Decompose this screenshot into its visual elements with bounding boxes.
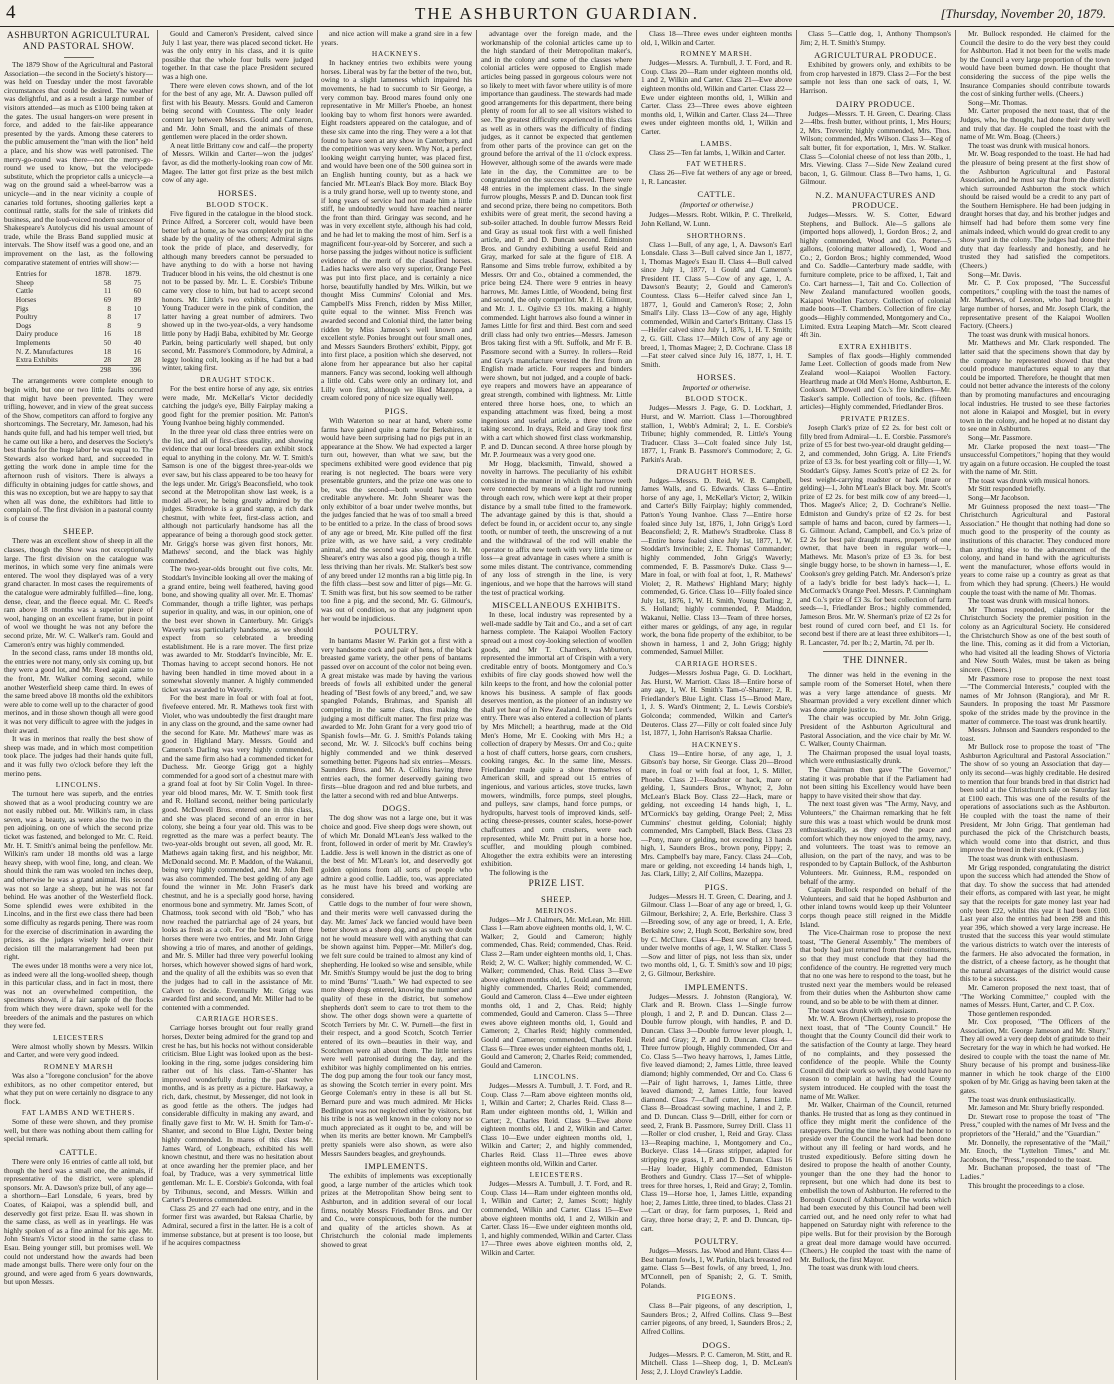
column-rule: [317, 30, 318, 1380]
paragraph: Some of these were shown, and they promise well, but there was nothing about them calling for special remark.: [4, 1117, 153, 1144]
paragraph: Judges—Messrs J. Page, G. D. Lockhart, J. Hurst, and W. Marriott. Class 1—Thoroughbred stallion, 1, Webb's Admiral; 2, L. E. Corsbie's Tribune; highly commended, R. Little's Young Traducer. Class 3—Colt foaled since July 1st, 1877, 1, Frank B. Passmore's Commodore; 2, G. Parkin's Arab.: [641, 403, 792, 464]
paragraph: Judges—Messrs. Jas. Wood and Hunt. Class 4—Best bantam fowls, 1, W. Parkin, black breasted red game. Class 5—Best fowls, of any breed, 1, Jno. M'Connell, pen of Spanish; 2, G. T. Smith, Polands.: [641, 1246, 792, 1290]
paragraph: Class 1—Bull, of any age, 1, A. Dawson's Earl Lonsdale. Class 3—Bull calved since Jan 1, 1877, 1, Thomas Magee's Esau II. Class 4—Bull calved since July 1, 1877, 1 Gould and Cameron's President IT. Class 5—Cow of any age, 1, A. Dawson's Beauty; 2, Gould and Cameron's Countess. Class 6—Heifer calved since Jan 1, 1877, 1, Gould and Cameron's Rose; 2, John Small's Lily. Class 13—Cow of any age, Highly commended, Wilkin and Carter's Brittany. Class 15—Heifer calved since July 1, 1876, 1, H. T. Smith; 2, G. Gill. Class 17—Milch Cow of any age or breed, 1, Thomas Magee; 2, D. Cochrane. Class 18—Fat steer calved since July 16, 1877, 1, H. T. Smith.: [641, 239, 792, 369]
column-rule: [636, 30, 637, 1380]
paragraph: Judges—Messrs. Robt. Wilkin, P. C. Threlkeld, John Kelland, W. Lunn.: [641, 210, 792, 228]
table-cell: 40: [133, 338, 142, 347]
paragraph: The 1879 Show of the Agricultural and Pastoral Association—the second in the Society's history—was held on Tuesday under the most favorable circumstances that could be desired. The weather was delightful, and as a result a large number of visitors attended—as much as £100 being taken at the gates. The usual hangers-on were present in force, and added to the fair-like appearance presented by the yards. Among these caterers to the public amusement the "man with the lion" held a place, and his show was well patronised. The merry-go-round was there—not the merry-go-round we used to know, but the velocipede substitute, which the proprietor calls a unicycle—a wag on the ground said a wheel-barrow was a unicycle—and in the near vicinity a couple of canaries told fortunes, shooting galleries kept a continual rattle, stalls for the sale of trinkets did business, and the loud-voiced modern successor of Shakespeare's Autolycus did his usual amount of trade, while the Brass Band supplied music at intervals. The Show itself was a good one, and an improvement on the last, as the following comparative statement of entries will show:—: [4, 60, 153, 267]
paragraph: Mr. Cox proposed, "The Officers of the Association, Mr. George Jameson and Mr. Shury." They all owed a very deep debt of gratitude to their Secretary for the way in which he had worked. He desired to couple with the toast the name of Mr. Shury because of his prompt and business-like manner in which he took charge of the £100 spoken of by Mr. Grigg as having been taken at the gates.: [960, 1017, 1110, 1096]
paragraph: Mr. Clarke proposed the next toast—"The unsuccessful Competitors," hoping that they would try again on a future occasion. He coupled the toast with the name of Mr. Stitt.: [960, 441, 1110, 477]
paragraph: In bantams Master W. Parkin got a first with a very handsome cock and pair of hens, of the black breasted game variety, the other pens of bantams passed over on account of the color not being even. A great mistake was made by having the various breeds of fowls all exhibited under the general heading of "Best fowls of any breed," and, we saw spangled Polands, Brahmas, and Spanish all competing in the same class, thus making the judging a most difficult matter. The first prize was awarded to Mr. John Grant for a very good trio of Spanish fowls—Mr. G. J. Smith's Polands taking second, Mr. W. J. Silcock's buff cochins being highly commended and we think deserved something better. Pigeons had six entries—Messrs. Saunders Bros. and Mr. A. Collins having three entries each, the former deservedly gaining two firsts—blue dragoon and red and blue turbets, and the latter a second with red and blue Antwerps.: [321, 636, 472, 800]
table-cell: Horses: [15, 295, 37, 305]
paragraph: The toast was drunk with enthusiasm.: [968, 854, 1079, 863]
table-cell: Dogs: [15, 320, 32, 330]
subsection-heading: SHORTHORNS.: [686, 230, 747, 240]
subsection-heading: PIGEONS.: [696, 1292, 737, 1302]
paragraph: The following is the: [489, 868, 548, 877]
table-cell: Pigs: [15, 303, 29, 313]
subsection-heading: ROMNEY MARSH.: [680, 49, 753, 59]
prize-list-heading: PRIZE LIST.: [528, 878, 585, 889]
table-cell: 28: [103, 355, 112, 365]
table-cell: 9: [137, 320, 142, 330]
paragraph: In the three year old class three entries were on the list, and all of first-class quality, and showing evidence that our local breeders can exhibit stock equal to anything in the colony. Mr. W. T. Smith's Samson is one of the biggest three-year-olds we ever saw, but his class appeared to be too heavy for the legs under. Mr. Grigg's Beaconsfield, who took second at the Metropolitan show last week, is a model all-over, he being greatly admired by the judges. Stradbroke is a grand stamp, a rich dark chestnut, with white feet, first-class action, and although not particularly handsome has all the appearance of being a thorough good stock getter. Mr. Grigg's horse was given first honors, Mr. Mathews' second, and the black was highly commended.: [162, 426, 313, 565]
paragraph: With Waterton so near at hand, where some farms have gained quite a name for Berkshires, it would have been surprising had no pigs put in an appearance at the Show. We had expected a larger turn out, however, than what we saw, but the specimens exhibited were good evidence that pig rearing is not neglected. The boars were very presentable grunters, and the prize one was one to be, was the second—both would have been creditable anywhere. Mr. John Shearer was the only exhibitor of a boar under twelve months, but the judges fancied that he was of too small a breed to be entitled to a prize. In the class of brood sows of any age or breed, Mr. Kite pulled off the first prize with, as we have said, a very creditable animal, and the second was also ones to it. Mr. Shearer's entry was also a good pig, though a trifle less thriving than her rivals. Mr. Stalker's best sow of any breed under 12 months ran a big little pig. In the fifth class—best sow and litter of pigs—Mr. G. T. Smith was first, but his sow seemed to be rather too fine a pig, and the second, Mr. G. Gilmour's, was out of condition, so that any judgment upon her would be injudicious.: [321, 415, 472, 623]
subsection-heading: EXTRA EXHIBITS.: [838, 341, 913, 351]
table-cell: 8: [107, 303, 112, 313]
subsection-heading: LEICESTERS.: [529, 1170, 584, 1180]
paragraph: Judges—Messrs Joshua Page, G. D. Lockhart, Jas. Hurst, W. Marriott. Class 18—Entire horse of any age, 1, W. H. Smith's Tam-o'-Shanter; 2, R. Friedlander's Blue Light. Class 15—Brood Mare, 1, J. S. Ward's Ointment; 2, L. Lewis Corsbie's Golconda; commended, Wilkin and Carter's Deuteros. Class 27—Filly or colt foaled since July 1st, 1877, 1, John Harrison's Raksaa Charlie.: [641, 668, 792, 738]
paragraph: Was also a "foregone conclusion" for the above exhibitors, as no other competitor entered, but what they put on were certainly no disgrace to any flock.: [4, 1070, 153, 1106]
paragraph: Five figured in the catalogue in the blood stock. Prince Alfred, a Sorcerer colt, would have been better left at home, as he was completely put in the shade by the quality of the others; Admiral signs took the pride of place, and deservedly, for although many breeders cannot be persuaded to have anything to do with a horse not having Traducer blood in his veins, the old chestnut is one not to be passed by. Mr. L. E. Corsbie's Tribune came very close to him, but had to accept second honors. Mr. Little's two exhibits, Camden and Young Traducer were in the pink of condition, the latter having a great number of admirers. Two showed up in the two-year-olds, a very handsome little pony by Hadji Baba, exhibited by Mr. George Parkin, being particularly well shaped, but only second, Mr. Passmore's Commodore, by Admiral, a leggy looking colt, looking as if he had but a bad winter, taking first.: [162, 208, 313, 373]
section-heading: SHEEP.: [540, 893, 573, 904]
paragraph: Mr. Buchanan proposed, the toast of "The Ladies.": [960, 1163, 1110, 1181]
divider: [64, 57, 94, 58]
paragraph: The Vice-Chairman rose to propose the next toast, "The General Assembly." The members of that body had just returned from their constituents, so that they must conclude that they had the confidence of the country. He regretted very much that no one was here to respond to the toast, but he trusted next year the members would be released from their duties when the Ashburton show came round, and so be able to be with them at dinner.: [800, 928, 951, 1006]
paragraph: The toast was drunk with musical honors.: [968, 140, 1090, 150]
paragraph: Song—Mr. Davis.: [968, 269, 1022, 279]
paragraph: The chair was occupied by Mr. John Grigg, President of the Ashburton Agricultural and Pastoral Association, and the vice chair by Mr. W. C. Walker, County Chairman.: [800, 713, 951, 749]
paragraph: Judges—Messrs H. T. Green, C. Dearing, and J. Gilmour. Class 1—Boar of any age or breed, 1, G. Gilmour, Berkshire; 2, A. Erle, Berkshire. Class 3—Breeding sow, of any age or breed, 1, A. Erle, Berkshire sow; 2, Hugh Scott, Berkshire sow, bred by C. McClure. Class 4—Best sow of any breed, under twelve months of age, 1, W. Stalker. Class 5—Sow and litter of pigs, not less than six, under two months old, 1, G. T. Smith's sow and 10 pigs; 2, G. Gilmour, Berkshire.: [641, 891, 792, 979]
table-row: [16, 296, 141, 305]
column-6: [800, 30, 951, 1380]
paragraph: Cattle dogs to the number of four were shown, and their merits were well canvassed during the day. Mr. James' Jack we fancied would have been better shown as a sheep dog, and as such we doubt not he would measure well with anything that can be shown against him. Pepper—Mr. Miller's dog, we felt sure could be trained to almost any kind of shepherding. He looked so wise and sensible, while Mr. Smith's Stumpy would be just the dog to bring to mind 'Burns' "Luath." We had expected to see more sheep dogs entered, knowing the number and quality of these in the district, but somehow shepherds don't seem to care to trot them to the show. The other dogs shown were a quartette of Scotch Terriers by Mr. C. W. Purnell—the first in their respect, and a good Scotch, Scotch Terrier entered of its own—beauties in their way, and Scotchmen were all about them. The little terriers were well patronised during the day, and the exhibitor was highly complimented on his entries. The dog pup among the four took our fancy most, as showing the Scotch terrier in every point. Mrs George Coleman's entry in these is all but St. Bernard pure and was much admired. Mr Hicks Bedlington was not neglected either by visitors, but his tribe is not as well known in the colony nor so much appreciated as it ought to be, and will be when its merits are better known. Mr Campbell's pretty spaniels were also shown, as were also Messrs Saunders beagles, and greyhounds.: [321, 899, 472, 1158]
paragraph: For the best mare in foal or with foal at foot, fivefeeve entered. Mr. R. Mathews took first with Violet, who was undoubtedly the first draught mare in any class on the ground, and the same owner had the second for Kate. Mr. Mathews' mare was as good in Highland Mary. Messrs. Gould and Cameron's Darling was very highly commended, and the same firm also had a commended ticket for Duchess. Mr. George Grigg got a highly commended for a good sort of a chestnut mare with a grand foal at foot by Sir Colin Vogel. In three-year old blood mares, Mr. W. T. Smith took first and R. Holland second, neither being particularly good. McDowell Bros. entered one in this class, and she was placed second of an error in her colony, she being a four year old. This was to be regretted as the mare was a perfect beauty. The two-year-olds brought out seven, all good, Mr. R. Mathews again taking first, and his neighbor, Mr. McDonald second. Mr. P. Maddon, of the Wakanui, being very highly commended, and Mr. John Bell was also commended. The best gelding of any age found the winner in Mr. John Fraser's dark chestnut, and he is a specially good horse, having enormous bone and symmetry. Mr. James Scott, of Chatmoss, took second with old "Bob," who has now reached the patriarchal age of 24 years, but looks as fresh as a colt. For the best team of three horses there were two entries, and Mr. John Grigg showing a trio of mares, and another of geldings, and Mr. S. Miller had three very powerful looking horses, which however showed signs of hard work, and the quality of all the exhibits was so even that the judges had to call in the assistance of Mr. Calvert to decide. Eventually Mr. Grigg was awarded first and second, and Mr. Miller had to be contented with a commended.: [162, 693, 313, 1012]
section-heading: PIGS.: [384, 405, 409, 416]
subsection-heading: LINCOLNS.: [533, 1072, 580, 1082]
subsection-heading: BLOOD STOCK.: [685, 394, 748, 404]
subsection-heading: LINCOLNS.: [55, 780, 102, 790]
section-heading: DOGS.: [702, 1339, 731, 1350]
section-heading: CATTLE.: [697, 189, 736, 200]
paragraph: Mr Guinness proposed the next toast—"The Christchurch Agricultural and Pastoral Association." He thought that nothing had done so much good to the prosperity of the county as institutions of this character. They conduced more than anything else to the advancement of the colony, and hand in hand with the agriculturists went the manufacturer, whose efforts would in years to come raise up a country as great as that from which they had sprung. (Cheers.) He would couple the toast with the name of Mr. Thomas.: [960, 501, 1110, 597]
paragraph: Judges—Messrs. W. S. Cotter, Edward Stephens, and Bullock. Ale—5 gallons ale (imported hops allowed), 1, Gordon Bros.; 2, and highly commended, Wood and Co. Porter—5 gallons, (coloring matter allowed), 1, Wood and Co.; 2, Gordon Bros.; highly commended, Wood and Co. Saddle—Canterbury made saddle, with furniture complete, price to be affixed, 1, Tait and Co. Cart harness—1, Tait and Co. Collection of New Zealand manufactured woollen goods, Kaiapoi Woollen Factory. Collection of colonial made boots—T. Chambers. Collection of fire clay goods—Highly commended, Montgomery and Co., Limited. Extra Leaping Match—Mr. Scott cleared 4ft 3in.: [800, 209, 951, 340]
paragraph: The toast was drunk with musical honors.: [968, 329, 1090, 339]
paragraph: Mr. Walker, Chairman of the Council, returned thanks. He trusted that as long as they continued in office they might merit the confidence of the ratepayers. During the time he had had the honor to preside over the Council the work had been done without any ill feeling or hard words, and he trusted expeditiously. Before sitting down he desired to propose the health of another County, younger than the one they had the honor to represent, but one which had done its best to embellish the town of Ashburton. He referred to the Borough Council of Ashburton. The works which had been executed by this Council had been well carried out, and he need only refer to what had happened on Saturday night with reference to the pipe wells. But for their provision by the Borough a great deal more damage would have occurred. (Cheers.) He coupled the toast with the name of Mr. Bullock, the first Mayor.: [800, 1100, 951, 1264]
divider: [823, 651, 929, 652]
table-cell: 16: [133, 346, 142, 356]
paragraph: Song—Mr. Passmore.: [968, 432, 1033, 442]
paragraph: The toast was drunk with enthusiasm.: [808, 1005, 919, 1015]
table-cell: Extra Exhibits: [15, 355, 58, 365]
section-heading: DOGS.: [382, 803, 411, 814]
table-cell: 8: [107, 312, 112, 322]
paragraph: Those gentlemen responded.: [968, 1008, 1052, 1018]
column-7: [960, 30, 1110, 1380]
paragraph: The dog show was not a large one, but it was choice and good. Five sheep dogs were shown, out of which Mr. Donald M'Lean's Jess walked to the front, followed in order of merit by Mr. Crawley's Laddie. Jess is well known in the district as one of the best of Mr. M'Lean's lot, and deservedly got golden opinions from all sorts of people who admire a good collie. Laddie, too, was appreciated as he must have his breed and working are considered.: [321, 813, 472, 900]
subsection-heading: LAMBS.: [700, 138, 733, 148]
paragraph: Class 25 and 27 each had one entry, and in the former first was awarded, but Raksaa Charlie, by Admiral, secured a first in the latter. He is a colt of immense substance, but at present is too loose, but if he acquires compactness: [162, 1203, 313, 1248]
table-cell: [16, 365, 81, 374]
paragraph: Song—Mr Jacobson.: [968, 493, 1030, 503]
paragraph: The arrangements were complete enough to begin with, but one or two little faults occurred that might have been prevented. They were trifling, however, and in view of the great success of the Show, competitors can afford to forgive any shortcomings. The Secretary, Mr. Jameson, had his hands quite full, and had his temper well tried, but he came out like a hero, and deserves the Society's best thanks for the huge labor he was equal to. The Stewards also worked hard, and succeeded in getting the work done in ample time for the afternoon rush of visitors. There is always a difficulty in obtaining judges for cattle shows, and this was no exception, but we are happy to say that when all was done, the exhibitors had little to complain of. The first division in a pastoral county is of course the: [4, 376, 153, 523]
paragraph: Mr. Bullock responded. He claimed for the Council the desire to do the very best they could for Ashburton. Had it not been for the wells made by the Council a very large proportion of the town would have been burned down. He thought that considering the success of the pipe wells the Insurance Companies should contribute towards the cost of sinking further wells. (Cheers.): [960, 30, 1110, 99]
paragraph: The toast was drunk with musical honors.: [968, 475, 1090, 485]
table-cell: Implements: [15, 338, 51, 347]
table-row: [16, 270, 141, 279]
paragraph: Messrs. Johnson and Saunders responded to the toast.: [960, 725, 1110, 743]
paragraph: There were eleven cows shown, and of the lot for the best of any age, Mr. A. Dawson pulled off first with his Beauty. Messrs. Gould and Cameron being second with Countess. The only leader content lay between Messrs. Gould and Cameron, and Mr. John Small, and the animals of these gentlemen were placed in the order shown.: [162, 80, 313, 142]
column-rule: [955, 30, 956, 1380]
table-cell: 298: [81, 365, 111, 374]
table-cell: 8: [107, 320, 112, 330]
table-cell: 16: [103, 329, 112, 339]
table-cell: Poultry: [15, 312, 38, 322]
paragraph: The Chairman then gave "The Governor," stating it was probable that if the Parliament had not been sitting his Excellency would have been happy to have visited their show that day.: [800, 764, 951, 800]
paragraph: Class 5—Cattle dog, 1, Anthony Thompson's Jim; 2, H. T. Smith's Stumpy.: [800, 30, 951, 47]
table-cell: 28: [133, 355, 142, 365]
issue-date: [Thursday, November 20, 1879.: [940, 6, 1106, 21]
table-cell: 89: [133, 295, 142, 305]
paragraph: Class 25—Ten fat lambs, 1, Wilkin and Carter.: [649, 147, 786, 157]
section-heading: MISCELLANEOUS EXHIBITS.: [492, 600, 621, 611]
section-heading: AGRICULTURAL PRODUCE.: [814, 50, 937, 61]
table-cell: 11: [104, 286, 112, 296]
article-headline: THE DINNER.: [843, 656, 908, 667]
paragraph: Mr. W. A. Brown (Chertsey), rose to propose the next toast, that of "The County Council." He thought that the County Council did their work to the satisfaction of the County at large. They heard of no complaints, and they possessed the confidence of the people. While the County Council did their work so well, they would have no reason to complain at having had the County system introduced. He coupled with the toast the name of Mr. Walker.: [800, 1014, 951, 1101]
paragraph: and nice action will make a grand sire in a few years.: [321, 30, 472, 47]
paragraph: advantage over the foreign made, and the workmanship of the colonial articles came up to the high standard of their Metropolitan maker's, and in the colony and some of the classes where colonial articles were opposed to English made articles being passed in gorgeous colours were not so likely to meet with favor where utility is of more importance than gaudiness. The stewards had made good arrangements for this department, there being plenty of room for all to see all visitors wished to see. The greatest difficulty experienced in this class as well as in others was the difficulty of finding judges, as it cannot be expected that gentlemen from other parts of the province can get on the ground before the arrival of the 11 o'clock express. However, although some of the awards were made late in the day, the Committee are to be congratulated on the success achieved. There were 48 entries in the implement class. In the single furrow ploughs, Messrs P. and D. Duncan took first and second prize, there being no competitors. Both exhibits were of great merit, the second having a sub-soiler attached. In double furrow Messrs Reid and Gray as usual took first with a well finished article, and P. and D. Duncan second. Edmiston Bros. and Gundry exhibiting a useful Reid and Gray, marked for sale at the figure of £18. A Ransome and Sims treble furrow, exhibited a by Messrs. Orr and Co., obtained a commended, the price being £24. There were 9 entries in heavy harrows, Mr. James Little, of Woodend, being first and second, the only competitor. Mr. J. H. Gilmour, and Mr. J. L. Ogilvie £3 10s. making a highly commended. Light harrows also found a winner in James Little for first and third. Best corn and seed drill class had only two entries—Messrs. Jameson Bros taking first with a 9ft. Suffolk, and Mr F. B. Passmore second with a Surrey. In rollers—Reid and Gray's manufacture wrested the first from an English made article. Four reapers and binders were shown, but not judged, and a couple of back-eye reapers and mowers have an appearance of great strength, combined with lightness. Mr. Little entered three horse hoes, one, to which an expanding attachment was fixed, being a most ingenious and useful article, a three tined one taking second. In drays, Reid and Gray took first with a cart which showed first class workmanship, P. and D. Duncan second. A three horse plough by Mr. P. Jourmeaux was a very good one.: [481, 30, 632, 460]
column-rule: [476, 30, 477, 1380]
table-cell: 69: [103, 295, 112, 305]
paragraph: The toast was drunk with musical honors.: [968, 596, 1090, 606]
section-note: Imported or otherwise.: [682, 383, 751, 393]
table-cell: 18: [103, 346, 112, 356]
paragraph: Class 26—Five fat wethers of any age or breed, 1, R. Lancaster.: [641, 168, 792, 186]
table-row: [16, 279, 141, 288]
paragraph: Dr. Stewart rose to propose the toast of "The Press," coupled with the names of Mr Ivess and the proprietors of the "Herald," and the "Guardian.": [960, 1111, 1110, 1138]
table-cell: 1878.: [94, 269, 112, 279]
paragraph: Class 18—Three ewes under eighteen months old, 1, Wilkin and Carter.: [641, 30, 792, 47]
paragraph: It was in merinos that really the best show of sheep was made, and in which most competition took place. The judges had their hands quite full, and it was fully two o'clock before they left the merino pens.: [4, 734, 153, 778]
paragraph: The toast was drunk enthusiastically.: [968, 1094, 1076, 1104]
table-cell: Cattle: [15, 286, 34, 296]
paragraph: The turnout here was superb, and the entries showed that as a wool producing country we are not easily rubbed out. Mr. Wilkin's ram, in class seven, was a beauty, as were also the two in the pen adjoining, on one of which the second prize ticket was fastened, and belonged to Mr. C. Reid. Mr. H. T. Smith's animal being the penfellow. Mr. Wilkin's ram under 18 months old was a large heavy sheep, with wool fine, long, and clean. We should think the ram was wooled ten inches deep, and otherwise he was a grand animal. His second was not so large a sheep, but he was not far behind. He was another of the Westerfield flock. Some splendid ewes were exhibited in the Lincolns, and in the first ewe class there had been some difficulty as regards pening. There was room for the exercise of discrimination in awarding the prizes, as the judges wisely held over their decision till the malarrangement had been put right.: [4, 789, 153, 962]
subsection-heading: DRAUGHT HORSES.: [676, 466, 757, 476]
table-cell: 50: [103, 338, 112, 347]
paragraph: Exhibited by growers only, and exhibits to be from crop harvested in 1879. Class 2—For the best sample not less than one sack of oats, 1, W. Harrison.: [800, 60, 951, 95]
paragraph: Mr. Jameson and Mr. Shury briefly responded.: [968, 1103, 1104, 1113]
paragraph: Samples of flax goods—Highly commended Jame Leet. Collection of goods made from New Zealand wool—Kaiapoi Woollen Factory. Hearthrug made at Old Men's Home, Ashburton, E. Cookson. M'Dowell and Co.'s fire kindlers—Mr. Tasker's sample. Collection of tools, &c. (fifteen articles)—Highly commended, Friedlander Bros.: [800, 350, 951, 412]
paragraph: In hackney entries two exhibits were young horses. Liberal was by far the better of the two, but, owing to a slight lameness which impaired his movements, he had to succumb to Sir George, a very common bay. Brood mares found only one representative in Mr Miller's Phoebe, an honest looking bay to whom first honors were awarded. Eight roadsters appeared on the catalogue, and of these six came into the ring. They were a a lot that found to have seen at any show in Canterbury, and the competition was very keen. Why Not, a perfect looking weight carrying hunter, was placed first, and would have been one of the 500 guinea sort in an English hunting county, but as a hack we fancied Mr. M'Lean's Black Boy more. Black Boy is a truly grand horse, well up to twenty stone, and if long years of service had not made him a little stiff, he undoubtedly would have reached nearer the front than third. Gringay was second, and he was in very excellent style, although his had cold, and he had let to making the most of him. Serf is a magnificent four-year-old by Sorcerer, and such a horse passing the judges without notice is sufficient evidence of the merit of the classified horses. Ladies hacks were also very superior, Orange Peel was put into first place, and is certainly a nice horse, beautifully handled by Mrs. Wilkin, but we thought Miss Cummins' Colonial and Mrs. Campbell's Miss French, ridden by Miss Miller, quite equal to the winner. Miss French was awarded second and Colonial third, the latter being ridden by Miss Jameson's well known and excellent style. Ponies brought out four small ones, and Messrs Saunders Brothers' exhibit, Pippy, got into first place, a position which she deserved, not alone from her appearance but also her capital manners. Fancy was second, looking well although a little old. Cabs were only an ordinary lot, and Lilly won first, although we liked Mazeppa, a cream colored pony of nice size equally well.: [321, 58, 472, 403]
paragraph: Judges—Messrs. T. H. Green, C. Dearing. Class 2—4lbs. fresh butter, without prints, 1, Mrs Hours; 2, Mrs. Treverin; highly commended, Mrs. Thos. Wilson; commended, Mrs Wilson. Class 3—Keg of salt butter, fit for exportation, 1, Mrs. W. Stalker. Class 5—Colonial cheese of not less than 20lb., 1, Mrs. Viewing. Class 7—Side New Zealand cured bacon, 1, G. Gilmour. Class 8—Two hams, 1, G. Gilmour.: [800, 108, 951, 187]
table-cell: Sheep: [15, 277, 34, 287]
paragraph: Mr Stitt responded briefly.: [968, 484, 1046, 494]
section-heading: IMPLEMENTS.: [364, 1161, 429, 1172]
paragraph: Mr Hogg, blacksmith, Tinwald, showed a novelty in harrows. The peculiarity of his exhibit consisted in the manner in which the harrow teeth were connected by means of a light rod running through each row, which were kept at their proper distance by a small tube fitted to the framework. The advantage gained by this is that, should a defect be found in, or accident occur to, any single tooth, or number of teeth, the unscrewing of a nut and the withdrawal of the rod will enable the operator to affix new teeth with very little time or loss—a great advantage in cases where a smith is some miles distant. The contrivance, commending of any loss of strength in the line, is very ingenious, and we hope that the harrows will stand the test of practical working.: [481, 458, 632, 597]
section-heading: PIGS.: [704, 881, 729, 892]
entries-comparison-table: [16, 270, 141, 374]
section-heading: CATTLE.: [59, 1147, 98, 1158]
column-4: [481, 30, 632, 1380]
paragraph: Judges—Messrs. D. Reid, W. B. Campbell, James Walls, and G. Edwards. Class 6—Entire horse of any age, 1, McKellar's Victor; 2, Wilkin and Carter's Billy Fairplay; highly commended, Patton's Young Ivanhoe. Class 7—Entire horse foaled since July 1st, 1876, 1, John Grigg's Lord Beaconsfield; 2, R. Mathew's Stradbroke. Class 8—Entire horse foaled since July 1st, 1877, 1, W. Stoddart's Invincible; 2, E. Thomas' Commander; highly commended, John Grigg's Waverly; commended, F. B. Passmore's Duke. Class 9—Mare in foal, or with foal at foot, 1, R. Mathews' Violet; 2, R. Mathews' Highland Mary; highly commended, G. Grice. Class 10—Filly foaled since July 1st, 1876, 1, W. H. Smith, Young Darling; 2, S. Holland; highly commended, P. Maddon, Wakanui, Nellie. Class 13—Team of three horses, either mares or geldings, of any age, in regular work, the bona fide property of the exhibitor, to be shown in harness, 1 and 2, John Grigg; highly commended, Samuel Miller.: [641, 475, 792, 657]
subsection-heading: HACKNEYS.: [691, 739, 742, 749]
subsection-heading: ROMNEY MARSH: [43, 1061, 114, 1071]
paragraph: Mr. Cameron proposed the next toast, that of "The Working Committee," coupled with the names of Messrs. Hunt, Carter, and C. P. Cox.: [960, 982, 1110, 1010]
column-3: [321, 30, 472, 1380]
masthead: [0, 0, 1114, 27]
paragraph: The ewes under 18 months were a very nice lot, as indeed were all the long-woolled sheep, though in this particular class, and in fact in most, there was not an overwhelmed competition, the specimens shown, if a fair sample of the flocks from which they were drawn, spoke well for the breeders of the animals and the pastures on which they were fed.: [4, 960, 153, 1031]
table-cell: Entries for: [15, 269, 47, 279]
paragraph: Mr. W. Boag responded to the toast. He had had the pleasure of being present at the first show of the Ashburton Agricultural and Pastoral Association, and he must say that from the district which surrounded Ashburton the stock which should be raised would be a credit to any part of the Southern Hemisphere. He had been judging in draught horses that day, and his brother judges and himself had had before them some very fine animals indeed, which would do great credit to any show yard in the colony. The judges had done their duty that day fearlessly and honestly, and he trusted they had satisfied the competitors. (Cheers.): [960, 149, 1110, 271]
paragraph: Were almost wholly shown by Messrs. Wilkin and Carter, and were very good indeed.: [4, 1041, 153, 1060]
section-heading: POULTRY.: [374, 626, 419, 637]
paragraph: In these, local industry was represented by a well-made saddle by Tait and Co., and a set of cart harness complete. The Kaiapoi Woollen Factory spread out a most coy-looking selection of woollen goods, and Mr T. Chambers, Ashburton, represented the immortal art of Crispin with a very creditable entry of boots. Montgomery and Co.'s exhibits of fire clay goods showed how well the kiln keeps to the front, and how the colonial potter knows his business. A sample of flax goods deserves mention, as the pioneer of an industry we shall yet hear of in New Zealand. It was Mr Leet's entry. There was also entered a collection of plants by Mrs Mitchell; a hearthrug, made at the Old Men's Home, Mr E. Cooking with Mrs H.; a collection of drapery by Messrs. Orr and Co.; quite a host of chaff cutters, horse gears, corn crushers, cooking ranges, &c. In the same line, Messrs. Friedlander made quite a show themselves of American skill, and spread out 15 entries of ingenious, and various articles, stove trucks, lawn mowers, windmills, force pumps, steel ploughs, and pulleys, saw clamps, hand force pumps, or hydropults, harvest tools of improved kinds, self-acting cheese-presses, counter scales, horse-power chaffcutters and corn crushers, were each represented, while Mr. Pruitt put in a horse hoe, scuffler, and moulding plough combined. Altogether the extra exhibits were an interesting exhibition.: [481, 610, 632, 869]
column-rule: [796, 30, 797, 1380]
paragraph: Captain Bullock responded on behalf of the Volunteers, and said that he hoped Ashburton and other inland towns would keep up their Volunteer corps though peace still reigned in the Middle Island.: [800, 885, 951, 929]
paragraph: The toast was drunk with loud cheers.: [808, 1263, 919, 1273]
paragraph: Mr Thomas responded, claiming for the Christchurch Society the premier position in the colony as an Agricultural Society. He considered the Christchurch Show as one of the best south of the line. This, coming as it did from a Victorian, who had visited all the leading Shows of Victoria and New South Wales, must be taken as being sincere. (Cheers.): [960, 604, 1110, 674]
section-heading: DAIRY PRODUCE.: [835, 98, 916, 109]
section-heading: N.Z. MANUFACTURES AND PRODUCE.: [815, 189, 936, 210]
paragraph: There was an excellent show of sheep in all the classes, though the Show was not exceptionally large. The first division on the catalogue was merinos, in which some very fine animals were entered. The wool they displayed was of a very grand character. In most cases the requirements of the catalogue were admirably fulfilled—fine, long, dense, clear, and the fleece equal. Mr. C. Reed's ram above 18 months was a superior piece of wool, hanging on an excellent frame, but in point of wool we thought he was not any before the second prize, Mr. W. C. Walker's ram. Gould and Cameron's entry was highly commended.: [4, 536, 153, 649]
table-total-row: [16, 365, 141, 374]
subsection-heading: LEICESTERS: [52, 1032, 105, 1042]
table-cell: N. Z. Manufactures: [15, 346, 74, 356]
subsection-heading: MERINOS.: [535, 905, 578, 915]
paragraph: In the second class, rams under 18 months old, the entries were not many, only six coming up, but they were a good lot, and Mr. Reed again came to the front, Mr. Walker coming second, while another Westerfield sheep came third. In ewes of the same breed above 18 months old the exhibitors were able to come well up to the character of good merinos, and in those shown though all were good it was not very difficult to agree with the judges in their award.: [4, 648, 153, 735]
column-5: [641, 30, 792, 1380]
newspaper-title: THE ASHBURTON GUARDIAN.: [414, 4, 700, 23]
paragraph: Judges—Messrs. P. C. Cameron, M. Stitt, and R. Mitchell. Class 1—Sheep dog, 1, D. McLean's Jess; 2, J. Lloyd Crawley's Laddie.: [641, 1349, 792, 1376]
subsection-heading: BLOOD STOCK.: [206, 199, 269, 209]
paragraph: The exhibits of implements was exceptionally good, a large number of the articles which took prizes at the Metropolitan Show being sent to Ashburton, and in addition several of our local firms, notably Messrs Friedlander Bros. and Orr and Co., were conspicuous, both for the number and quality of the articles shown. As at Christchurch the colonial made implements showed to great: [321, 1171, 472, 1249]
paragraph: Judges—Messrs. A. Turnbull, J. T. Ford, and R. Coup. Class 20—Ram under eighteen months old, 1 and 2, Wilkin and Carter. Class 21—Ewe above eighteen months old, Wilkin and Carter. Class 22—Ewe under eighteen months old, 1, Wilkin and Carter. Class 23—Three ewes above eighteen months old, 1, Wilkin and Carter. Class 24—Three ewes under eighteen months old, 1, Wilkin and Carter.: [641, 58, 792, 136]
paragraph: Mr Grigg responded, congratulating the district upon the success which had attended the Show of that day. To show the success that had attended their efforts, as compared with last year, he might say that the receipts for gate money last year had only been £22, whilst this year it had been £100. Last year also the entries had been 298 and this year 396, which showed a very large increase. He trusted that the success this year would stimulate the various districts to watch over the interests of the farmers. He also advocated the formation, in the district, of a cheese factory, as he thought that the natural advantages of the district would cause this to be a success.: [960, 862, 1110, 984]
paragraph: Judges—Mr J. Chalmers, Mr. McLean, Mr. Hill. Class 1—Ram above eighteen months old, 1, W. C. Walker; 2, Gould and Cameron; highly commended, Chas. Reid; commended, Chas. Reid. Class 2—Ram under eighteen months old, 1, Chas. Reid; 2, W. C. Walker; highly commended, W. C. Walker; commended, Chas. Reid. Class 3—Ewe above eighteen months old, 1, Gould and Cameron; highly commended, Charles Reid; commended, Gould and Cameron. Class 4—Ewe under eighteen months old, 1 and 2, Chas. Reid; highly commended, Gould and Cameron. Class 5—Three ewes above eighteen months old, 1, Gould and Cameron; 2, Charles Reid; highly commended, Gould and Cameron; commended, Charles Reid. Class 6—Three ewes under eighteen months old, 1, Gould and Cameron; 2, Charles Reid; commended, Gould and Cameron.: [481, 914, 632, 1070]
paragraph: The next toast given was "The Army, Navy, and Volunteers," the Chairman remarking that he felt sure this was a toast which would be drunk most enthusiastically, as they owed the peace and comfort which they now enjoyed to the army, navy, and volunteers. The toast was to remove an allusion, on the part of the navy, and was to be responded to by Captain Bullock, of the Ashburton Volunteers. Mr. Guinness, R.M., responded on behalf of the army.: [800, 799, 951, 886]
page-number: 4: [6, 2, 16, 23]
paragraph: For the best entire horse of any age, six entries were made, Mr. McKellar's Victor decidedly catching the judge's eye, Billy Fairplay making a good fight for the premier position. Mr. Patton's Young Ivanhoe being highly commended.: [162, 383, 313, 428]
subsection-heading: DRAUGHT STOCK.: [200, 374, 275, 384]
paragraph: Judges—Messrs A. Turnbull, J. T. Ford, and R. Coup. Class 7—Ram above eighteen months old, 1, Wilkin and Carter; 2, Charles Reid. Class 8—Ram under eighteen months old, 1, Wilkin and Carter; 2, Charles Reid. Class 9—Ewe above eighteen months old, 1 and 2, Wilkin and Carter. Class 10—Ewe under eighteen months old, 1, Wilkin and Carter; 2, and highly commended, Charles Reid. Class 11—Three ewes above eighteen months old, Wilkin and Carter.: [481, 1081, 632, 1168]
paragraph: Class 19—Entire horse, of any age, 1, J. Gibson's bay horse, Sir George. Class 20—Brood mare, in foal or with foal at foot, 1, S. Miller, Phoebe. Class 21—Roadster or hack, mare or gelding, 1, Saunders Bros., Whynot; 2, John McLean's Black Boy. Class 22—Hack, mare or gelding, not exceeding 14 hands high, 1, L. M'Cormick's bay gelding, Orange Peel; 2, Miss Cummins' chestnut gelding, Colonial; highly commended, Mrs Campbell, Black Bess. Class 23—Pony, mare or gelding, not exceeding 13 hands high, 1, Saunders Bros., brown pony, Pippy; 2, Mrs. Campbell's bay mare, Fancy. Class 24—Cob, mare or gelding, not exceeding 14 hands high, 1, Jas. Clark, Lilly; 2, Alf Collins, Mazeppa.: [641, 748, 792, 879]
table-row: [16, 356, 141, 365]
paragraph: Mr. Matthews and Mr. Clark responded. The latter said that the specimens shown that day by the company he represented showed that they could produce manufactures equal to any that could be imported. Therefore, he thought that men could not better advance the interests of the colony than by promoting manufactures and encouraging local industries. He trusted to see these factories not alone in Kaiapoi and Mosgiel, but in every town in the colony, and he hoped at no distant day to see one in Ashburton.: [960, 338, 1110, 434]
column-rule: [157, 30, 158, 1380]
paragraph: Class 8—Pair pigeons, of any description, 1, Saunders Bros.; 2, Alfred Collins. Class 9—Best carrier pigeons, of any breed, 1, Saunders Bros.; 2, Alfred Collins.: [641, 1301, 792, 1336]
section-heading: IMPLEMENTS.: [684, 981, 749, 992]
article-headline: ASHBURTON AGRICULTURAL AND PASTORAL SHOW.: [6, 31, 151, 52]
paragraph: Song—Mr. Thomas.: [968, 97, 1028, 107]
paragraph: Mr Passmore rose to propose the next toast—"The Commercial Interests," coupled with the names of Mr Johnson (Rangiora), and Mr R. Saunders. In proposing the toast Mr Passmore spoke of the strides made by the province in the matter of commerce. The toast was drunk heartily.: [960, 673, 1110, 726]
paragraph: Gould and Cameron's President, calved since July 1 last year, there was placed second ticket. He was the only entry in his class, and it is quite possible that the whole four bulls were judged together. In that case the place President secured was a high one.: [162, 30, 313, 81]
subsection-heading: PRIVATE PRIZES.: [840, 413, 911, 423]
section-heading: POULTRY.: [694, 1236, 739, 1247]
table-row: [16, 313, 141, 322]
subsection-heading: FAT WETHERS.: [686, 159, 747, 169]
paragraph: Mr. Donnelly, the representative of the "Mail," Mr. Enoch, the "Lyttelton Times," and Mr. Jacobson, the "Press," responded to the toast.: [960, 1137, 1110, 1164]
paragraph: There were only 16 entries of cattle all told, but though the herd was a small one, the animals, if representative of the district, were splendid sponsors. Mr. A. Dawson's prize bull, of any age—a shorthorn—Earl Lonsdale, 6 years, bred by Coates, of Kaiapoi, was a splendid bull, and deservedly got first prize. Esau II. was shown in the same class, as well as in yearlings. He was highly spoken of as a fine animal for his age. Mr. John Stearn's Victor stood in the same class to Esau. Being younger still, but promises well. We could not understand how the awards had been made amongst bulls. There were only four on the ground, and were aged from 6 years downwards, but upon Messrs.: [4, 1157, 153, 1287]
paragraph: The two-year-olds brought out five colts, Mr. Stoddart's Invincible looking all over the making of a grand entire, being well feathered, having good bone, and showing quality all over. Mr. E. Thomas' Commander, though a trifle lighter, was perhaps superior in quality, and was, in our opinion, one of the best ever shown in Canterbury. Mr. Grigg's Waverly was particularly handsome, as we should expect from so celebrated a breeding establishment. He is a rare mover. The first prize was awarded to Mr. Stoddart's Invincible, Mr. E. Thomas having to accept second honors. He not having been handled in time moved about in a somewhat slovenly manner. A highly commended ticket was awarded to Waverly.: [162, 564, 313, 694]
subsection-heading: CARRIAGE HORSES.: [196, 1014, 279, 1024]
table-cell: 75: [133, 277, 142, 287]
table-cell: 17: [133, 312, 142, 322]
table-cell: 10: [133, 303, 142, 313]
paragraph: Mr. C. P. Cox proposed, "The Successful competitors," coupling with the toast the names of Mr. Matthews, of Leeston, who had brought a large number of horses, and Mr. Joseph Clark, the representative present of the Kaiapoi Woollen Factory. (Cheers.): [960, 278, 1110, 331]
paragraph: Mr. Carter proposed the next toast, that of the Judges, who, he thought, had done their duty well and truly that day. He coupled the toast with the name of Mr. Wm. Boag. (Cheers.): [960, 106, 1110, 142]
table-cell: 60: [133, 286, 142, 296]
paragraph: The dinner was held in the evening in the sample room of the Somerset Hotel, when there was a very large attendance of guests. Mr Shearman provided a very excellent dinner which was done ample justice to.: [800, 670, 951, 714]
column-2: [162, 30, 313, 1380]
paragraph: Joseph Clark's prize of £2 2s. for best colt or filly bred from Admiral—L. E. Corsbie. Passmore's prize of £5 for best two-year-old draught gelding—2, and commended, John Grigg. A. Lite Friend's prize of £3 3s. for best yearling colt or filly—1, W. Stoddart's Gipsy. James Scott's prize of £2 2s. for best weight-carrying roadster or hack (mare or gelding)—1, John M'Lean's Black boy. Mr. Scott's prize of £2 2s. for best milk cow of any breed—1, Thos. Magee's Alice; 2, D. Cochrane's Nellie. Edmiston and Gundry's prize of £2 2s. for best sample of hams and bacon, cured by farmers—1, G. Gilmour. Acland, Campbell, and Co.'s prize of £2 2s for best pair draught mares, property of one owner, that have been in regular work—1, Mathews. Mr. Mason's prize of £3 3s. for best single buggy horse, to be shown in harness—1, E. Cookson's grey gelding Patch. Mr. Anderson's prize of a lady's bridle for best lady's hack—1, L. McCormack's Orange Peel. Messrs. P. Cunningham and Co.'s prize of £3 3s. for best collection of farm seeds—1, Friedlander Bros.; highly commended, Jameson Bros. Mr. W. Sherman's prize of £2 2s for best round of cured corn beef, and £1 1s. for second best if there are at least three exhibitors—1, R. Lancaster, 7d. per lb.; 2, Martin, 7d. per lb.: [800, 422, 951, 647]
table-cell: 58: [103, 277, 112, 287]
paragraph: Carriage horses brought out four really grand horses, Dexter being admired for the grand top and crest he has, but his hocks not without considerable criticism. Blue Light was looked upon as the best-looking in the ring, some judges considering him rather out of his class. Tam-o'-Shanter has improved wonderfully during the past twelve months, and is as pretty as a picture. Harkaway, a rich, dark, chestnut, by Messenger, did not look in as good fettle as the others. The judges had considerable difficulty in making any award, and finally gave first to Mr. W. H. Smith for Tam-o'-Shanter, and second to Blue Light, Dexter being highly commended. In mares of this class Mr. James Ward, of Longbeach, exhibited his well known chestnut, and there was no hesitation about at once awarding her the premier place, and her foal, by Traduce, was a very symmetrical little gentleman. Mr. L. E. Corsbie's Golconda, with foal by Tribunus, second, and Messrs. Wilkin and Carter's Deuteros commended.: [162, 1023, 313, 1205]
table-cell: 396: [111, 365, 141, 374]
section-note: (Imported or otherwise.): [680, 200, 753, 210]
paragraph: A neat little Brittany cow and calf—the property of Messrs. Wilkin and Carter—won the judges' favor, as did the motherly-looking roan cow of Mr. Magee. The latter got first prize as the best milch cow of any age.: [162, 140, 313, 185]
paragraph: Judges—Messrs. J. Johnston (Rangiora), W. Clark and R. Brown. Class 1—Single furrow plough, 1 and 2, P. and D. Duncan. Class 2—Double furrow plough, with handles, P. and D. Duncan. Class 3—Double furrow lever plough, 1, Reid and Gray; 2, P. and D. Duncan. Class 4—Three furrow plough, Highly commended, Orr and Co. Class 5—Two heavy harrows, 1, James Little, five leaved diamond; 2, James Little, three leaved diamond; highly commended, Orr and Co. Class 6—Pair of light harrows, 1, James Little, three leaved diamond; 2, James Little, four leaved diamond. Class 7—Chaff cutter, 1, James Little. Class 8—Broadcast sowing machine, 1 and 2, P. and D. Duncan. Class 9—Drill, either for corn or seed, 2, Frank B. Passmore, Surrey Drill. Class 11—Roller or clod crusher, 1, Reid and Gray. Class 13—Reaping machine, 1, Montgomery and Co., Buckeye. Class 14—Grass stripper, adapted for stripping rye grass, 1, P. and D. Duncan. Class 16—Hay loader, Highly commended, Edmiston Brothers and Gundry. Class 17—Set of whipple-trees for three horses, 1, Reid and Gray; 2, Tomlin. Class 19—Horse hoe, 1, James Little, expanding hoe; 2, James Little, three tined, to blades. Class 21—Cart or dray, for farm purposes, 1, Reid and Gray, three horse dray; 2, P. and D. Duncan, tip-cart.: [641, 991, 792, 1233]
table-cell: Dairy produce: [15, 329, 58, 339]
subsection-heading: FAT LAMBS AND WETHERS.: [21, 1108, 136, 1118]
section-heading: SHEEP.: [62, 526, 95, 537]
subsection-heading: HACKNEYS.: [371, 49, 422, 59]
paragraph: Mr Bullock rose to propose the toast of "The Ashburton Agricultural and Pastoral Association." The show of so young an Association that day—only its second—was highly creditable. He desired to mention that four brands bred in that district had been sold at the Christchurch sale on Saturday last at £100 each. This was one of the results of the operations of associations such as the Ashburton. He coupled with the toast the name of their President, Mr John Grigg. That gentleman had purchased the pick of the Christchurch beasts, which would come into that district, and thus improve the breed in their stock. (Cheers.): [960, 742, 1110, 855]
column-1: [4, 30, 153, 1380]
section-heading: HORSES.: [696, 372, 737, 383]
paragraph: The Chairman proposed the usual loyal toasts, which were enthusiastically drunk.: [800, 747, 951, 766]
paragraph: Judges—Messrs A. Turnbull, J. T. Ford, and R. Coup. Class 14—Ram under eighteen months old, 1, Wilkin and Carter; 2, James Scott; highly commended, Wilkin and Carter. Class 15—Ewe above eighteen months old, 1 and 2, Wilkin and Carter. Class 16—Ewe under eighteen months old, 1, and highly commended, Wilkin and Carter. Class 17—Three ewes above eighteen months old, 2, Wilkin and Carter.: [481, 1179, 632, 1257]
paragraph: This brought the proceedings to a close.: [968, 1180, 1085, 1190]
subsection-heading: CARRIAGE HORSES.: [675, 659, 758, 669]
section-heading: HORSES.: [217, 187, 258, 198]
table-cell: 18: [133, 329, 142, 339]
table-cell: 1879.: [124, 269, 142, 279]
